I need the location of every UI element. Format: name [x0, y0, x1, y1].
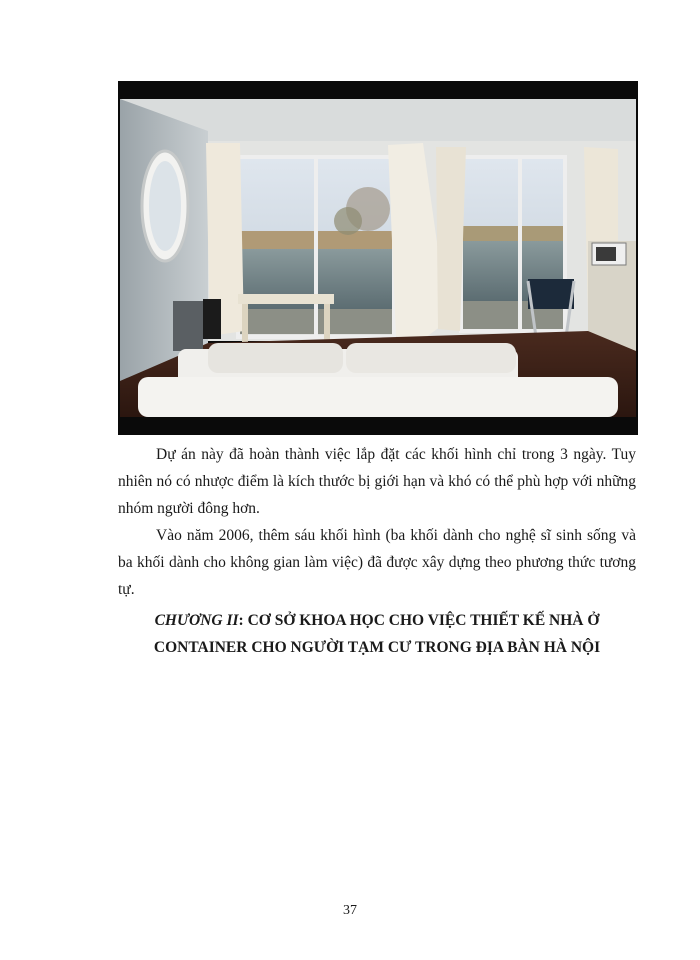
- chapter-title: : CƠ SỞ KHOA HỌC CHO VIỆC THIẾT KẾ NHÀ Ở CONTAINER CHO NGƯỜI TẠM CƯ TRONG ĐỊA BÀN HÀ NỘI: [153, 612, 601, 656]
- interior-photo: [118, 81, 638, 435]
- page-number: 37: [343, 903, 357, 918]
- body-paragraph: Dự án này đã hoàn thành việc lắp đặt các khối hình chỉ trong 3 ngày. Tuy nhiên nó có nhược điểm là kích thước bị giới hạn và khó có thể phù hợp với những nhóm người đông hơn.: [118, 446, 636, 517]
- chapter-heading: [118, 607, 636, 661]
- chapter-label: CHƯƠNG II: [154, 612, 239, 629]
- body-paragraph: Vào năm 2006, thêm sáu khối hình (ba khối dành cho nghệ sĩ sinh sống và ba khối dành cho không gian làm việc) đã được xây dựng theo phương thức tương tự.: [118, 527, 636, 598]
